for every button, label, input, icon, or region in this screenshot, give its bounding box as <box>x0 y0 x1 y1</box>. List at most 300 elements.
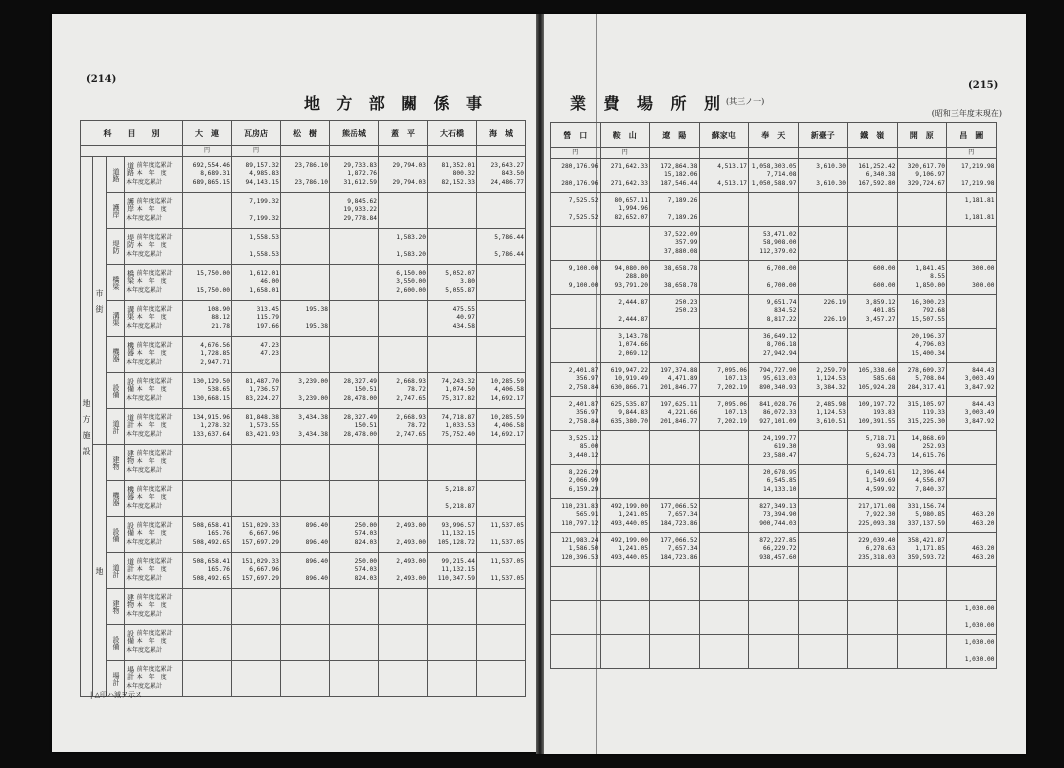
item-label-line: 前年度迄累計 <box>136 557 173 565</box>
value-line <box>800 273 847 282</box>
value-cell <box>477 373 526 409</box>
column-header: 鐵 嶺 <box>848 123 898 148</box>
value-line <box>849 579 896 588</box>
value-cell <box>428 661 477 697</box>
value-line: 315,105.97 <box>907 400 945 408</box>
value-line <box>380 494 426 503</box>
value-line <box>701 273 748 282</box>
value-line <box>800 571 847 580</box>
value-line <box>948 333 995 342</box>
value-line: 250.00 <box>354 521 377 529</box>
item-label-line: 本 年 度 <box>136 206 167 214</box>
value-cell <box>281 373 330 409</box>
value-line: 151,029.33 <box>241 557 279 565</box>
value-line: 841,028.76 <box>759 400 797 408</box>
group-name: 道計 <box>126 557 135 572</box>
value-line: 195.38 <box>305 305 328 313</box>
value-line <box>282 450 328 459</box>
group-name: 設備 <box>126 521 135 536</box>
value-line <box>331 342 377 351</box>
value-line: 3,610.30 <box>816 162 846 170</box>
value-line: 315,225.30 <box>907 417 945 425</box>
value-cell <box>330 409 379 445</box>
item-label-line: 前年度迄累計 <box>136 521 173 529</box>
value-line: 434.58 <box>452 322 475 330</box>
value-cell <box>330 625 379 661</box>
value-line <box>429 450 475 459</box>
value-line <box>948 316 995 325</box>
value-line <box>701 214 748 223</box>
value-line <box>380 486 426 495</box>
value-line: 20,678.95 <box>762 468 797 476</box>
value-line <box>602 248 649 257</box>
value-line <box>701 197 748 206</box>
value-line <box>331 450 377 459</box>
value-line <box>800 588 847 597</box>
value-line: 7,199.32 <box>249 197 279 205</box>
value-line <box>380 323 426 332</box>
value-line <box>800 435 847 444</box>
unit-mark <box>699 148 749 159</box>
value-cell <box>183 661 232 697</box>
value-line <box>478 206 524 215</box>
value-line <box>282 386 328 395</box>
value-line: 109,197.72 <box>858 400 896 408</box>
value-line <box>380 630 426 639</box>
value-line <box>750 579 797 588</box>
value-line <box>429 594 475 603</box>
value-line: 7,922.30 <box>865 511 896 519</box>
value-line <box>184 278 230 287</box>
value-line: 2,747.65 <box>396 394 426 402</box>
value-cell <box>428 481 477 517</box>
value-line: 9,844.83 <box>618 409 648 417</box>
value-line: 7,189.26 <box>667 213 698 221</box>
value-cell <box>897 159 947 193</box>
value-cell <box>947 159 997 193</box>
right-subtitle: (其三ノ一) <box>726 97 765 106</box>
group-name: 機器 <box>126 341 135 356</box>
item-group-label: 機器 <box>107 481 125 517</box>
value-line: 493,440.05 <box>610 553 648 561</box>
value-line: 3,859.12 <box>865 298 896 306</box>
value-line <box>331 638 377 647</box>
value-line <box>602 469 649 478</box>
value-cell <box>232 301 281 337</box>
value-cell <box>749 295 799 329</box>
value-line <box>899 571 946 580</box>
value-line <box>602 443 649 452</box>
value-cell <box>848 363 898 397</box>
value-line: 184,723.86 <box>660 519 698 527</box>
value-line <box>331 323 377 332</box>
value-line <box>800 622 847 631</box>
value-line: 824.03 <box>354 574 377 582</box>
value-line: 107.13 <box>724 409 747 417</box>
value-cell <box>848 431 898 465</box>
value-line <box>331 251 377 260</box>
value-cell <box>232 661 281 697</box>
group-name: 道計 <box>126 413 135 428</box>
value-line <box>552 613 599 622</box>
value-line <box>331 350 377 359</box>
value-cell <box>749 431 799 465</box>
value-line: 108.90 <box>207 305 230 313</box>
title-char: 場 <box>636 93 653 113</box>
value-line <box>184 211 230 220</box>
value-line <box>948 588 995 597</box>
value-line: 337,137.59 <box>907 519 945 527</box>
value-line <box>282 242 328 251</box>
value-line: 1,558.53 <box>249 250 279 258</box>
value-line: 300.00 <box>972 281 995 289</box>
item-labels <box>125 373 183 409</box>
value-line <box>380 467 426 476</box>
value-line: 81,487.70 <box>245 377 279 385</box>
value-line: 357.99 <box>675 239 698 247</box>
value-line: 4,513.17 <box>717 179 747 187</box>
value-line <box>282 602 328 611</box>
value-line <box>331 467 377 476</box>
value-cell <box>232 625 281 661</box>
value-cell <box>848 635 898 669</box>
value-line <box>800 341 847 350</box>
value-line: 7,840.37 <box>915 485 945 493</box>
value-line <box>331 314 377 323</box>
value-line: 217,171.08 <box>858 502 896 510</box>
value-line <box>184 683 230 692</box>
value-line: 121,983.24 <box>561 536 599 544</box>
value-line: 15,750.00 <box>196 269 230 277</box>
value-line <box>701 469 748 478</box>
value-cell <box>650 567 700 601</box>
item-label-line: 本 年 度 <box>136 458 167 466</box>
value-line <box>478 342 524 351</box>
value-line: 6,700.00 <box>766 281 797 289</box>
value-line: 37,522.09 <box>663 230 698 238</box>
item-group-label: 機器 <box>107 337 125 373</box>
value-cell <box>232 193 281 229</box>
value-cell <box>379 625 428 661</box>
value-line <box>899 214 946 223</box>
value-cell <box>650 261 700 295</box>
value-line: 226.19 <box>823 298 846 306</box>
value-cell <box>477 337 526 373</box>
value-cell <box>848 601 898 635</box>
value-line: 3,239.00 <box>298 394 328 402</box>
value-line: 475.55 <box>452 305 475 313</box>
value-cell <box>600 295 650 329</box>
value-line: 46.00 <box>260 278 279 286</box>
value-line: 36,649.12 <box>762 332 797 340</box>
value-cell <box>798 159 848 193</box>
item-group-label: 設備 <box>107 625 125 661</box>
value-line: 463.20 <box>972 511 995 519</box>
item-label-line: 前年度迄累計 <box>136 161 173 169</box>
item-label-line: 本年度迄累計 <box>126 286 163 294</box>
value-line: 29,778.84 <box>343 214 377 222</box>
value-line <box>701 571 748 580</box>
value-line: 2,493.00 <box>396 521 426 529</box>
item-label-line: 本 年 度 <box>136 494 167 502</box>
value-cell <box>600 635 650 669</box>
value-cell <box>477 517 526 553</box>
value-line <box>800 239 847 248</box>
unit-mark: 円 <box>947 148 997 159</box>
value-line: 8,706.18 <box>766 341 797 349</box>
value-line <box>429 342 475 351</box>
value-cell <box>428 589 477 625</box>
value-line <box>849 571 896 580</box>
value-line: 844.43 <box>972 366 995 374</box>
value-line <box>282 215 328 224</box>
value-cell <box>281 265 330 301</box>
value-line: 82,152.33 <box>441 178 475 186</box>
value-line: 1,586.50 <box>568 545 599 553</box>
value-cell <box>183 625 232 661</box>
value-line <box>233 666 279 675</box>
value-line: 10,285.59 <box>490 377 524 385</box>
item-group-label: 場計 <box>107 661 125 697</box>
value-line: 2,069.12 <box>618 349 648 357</box>
group-name: 溝渠 <box>126 305 135 320</box>
value-cell <box>650 329 700 363</box>
value-cell <box>428 409 477 445</box>
value-cell <box>551 193 601 227</box>
value-cell <box>848 193 898 227</box>
value-line: 14,133.10 <box>762 485 797 493</box>
value-cell <box>947 431 997 465</box>
value-line: 300.00 <box>972 264 995 272</box>
value-cell <box>650 465 700 499</box>
value-line: 5,218.87 <box>445 502 475 510</box>
value-line: 794,727.90 <box>759 366 797 374</box>
value-line: 20,196.37 <box>911 332 945 340</box>
item-group-label: 道路 <box>107 157 125 193</box>
value-cell <box>897 601 947 635</box>
unit-mark <box>749 148 799 159</box>
value-cell <box>232 409 281 445</box>
value-line: 3,003.49 <box>964 375 995 383</box>
value-cell <box>897 499 947 533</box>
value-cell <box>947 227 997 261</box>
value-cell <box>551 635 601 669</box>
value-line: 2,493.00 <box>396 574 426 582</box>
value-line: 28,327.49 <box>343 377 377 385</box>
value-line <box>651 571 698 580</box>
value-line: 11,537.05 <box>490 538 524 546</box>
value-line <box>478 323 524 332</box>
value-line: 3,434.38 <box>298 413 328 421</box>
value-line: 280,176.96 <box>561 162 599 170</box>
value-line <box>800 333 847 342</box>
value-line: 105,128.72 <box>437 538 475 546</box>
value-cell <box>798 363 848 397</box>
left-ledger-table <box>80 120 526 697</box>
value-cell <box>600 227 650 261</box>
value-line: 8,817.22 <box>766 315 797 323</box>
value-line <box>552 571 599 580</box>
value-line: 75,317.82 <box>441 394 475 402</box>
value-line: 7,202.19 <box>717 383 747 391</box>
value-line: 110,347.59 <box>437 574 475 582</box>
item-labels <box>125 625 183 661</box>
item-label-line: 前年度迄累計 <box>136 449 173 457</box>
value-line: 14,615.76 <box>911 451 945 459</box>
value-line <box>552 639 599 648</box>
value-line: 2,758.84 <box>568 417 599 425</box>
value-line: 177,066.52 <box>660 502 698 510</box>
value-line <box>380 683 426 692</box>
value-line <box>331 486 377 495</box>
item-group-label: 道計 <box>107 553 125 589</box>
value-line: 800.32 <box>452 170 475 178</box>
value-line <box>331 458 377 467</box>
value-cell <box>947 635 997 669</box>
value-cell <box>281 553 330 589</box>
value-line <box>380 611 426 620</box>
value-line: 271,642.33 <box>610 162 648 170</box>
value-cell <box>232 373 281 409</box>
value-line: 133,637.64 <box>192 430 230 438</box>
value-line: 38,658.78 <box>663 281 698 289</box>
value-line: 331,156.74 <box>907 502 945 510</box>
column-header: 奉 天 <box>749 123 799 148</box>
value-line <box>948 205 995 214</box>
value-line <box>602 588 649 597</box>
value-cell <box>477 265 526 301</box>
value-line <box>849 231 896 240</box>
value-line <box>899 197 946 206</box>
value-cell <box>379 193 428 229</box>
value-line <box>701 435 748 444</box>
value-line <box>233 602 279 611</box>
value-line: 134,915.96 <box>192 413 230 421</box>
value-cell <box>699 601 749 635</box>
value-line: 24,199.77 <box>762 434 797 442</box>
value-line <box>184 234 230 243</box>
value-line <box>849 622 896 631</box>
item-group-label: 橋梁 <box>107 265 125 301</box>
value-line: 109,391.55 <box>858 417 896 425</box>
value-line <box>380 602 426 611</box>
value-line: 1,841.45 <box>915 264 945 272</box>
value-cell <box>699 465 749 499</box>
value-line: 5,052.07 <box>445 269 475 277</box>
value-line <box>750 639 797 648</box>
value-line <box>478 467 524 476</box>
value-line <box>380 314 426 323</box>
value-line <box>429 602 475 611</box>
value-line <box>948 477 995 486</box>
value-line <box>750 613 797 622</box>
value-cell <box>798 193 848 227</box>
value-cell <box>428 265 477 301</box>
group-name: 建物 <box>126 593 135 608</box>
value-line <box>478 666 524 675</box>
item-label-line: 前年度迄累計 <box>136 593 173 601</box>
value-line: 11,537.05 <box>490 557 524 565</box>
value-line: 1,278.32 <box>200 422 230 430</box>
value-line <box>331 503 377 512</box>
value-cell <box>551 533 601 567</box>
value-line <box>899 231 946 240</box>
value-line <box>948 248 995 257</box>
item-label-line: 本 年 度 <box>136 314 167 322</box>
item-label-line: 本年度迄累計 <box>126 682 163 690</box>
value-line: 2,493.00 <box>396 538 426 546</box>
value-line <box>478 359 524 368</box>
value-cell <box>183 409 232 445</box>
value-line: 3,550.00 <box>396 278 426 286</box>
value-line <box>800 214 847 223</box>
item-group-label: 堤防 <box>107 229 125 265</box>
value-line: 7,095.06 <box>717 366 747 374</box>
item-label-line: 前年度迄累計 <box>136 629 173 637</box>
value-line <box>282 234 328 243</box>
item-label-line: 本 年 度 <box>136 170 167 178</box>
value-line <box>552 579 599 588</box>
value-line <box>380 170 426 179</box>
value-line <box>331 359 377 368</box>
value-line <box>478 530 524 539</box>
value-line <box>701 341 748 350</box>
value-line <box>478 674 524 683</box>
value-line: 288.80 <box>625 273 648 281</box>
value-line <box>233 503 279 512</box>
value-line <box>429 666 475 675</box>
value-line: 927,101.09 <box>759 417 797 425</box>
value-line: 226.19 <box>823 315 846 323</box>
value-line: 229,039.40 <box>858 536 896 544</box>
value-cell <box>477 661 526 697</box>
value-line: 4,599.92 <box>865 485 896 493</box>
value-line: 23,580.47 <box>762 451 797 459</box>
item-group-label: 建物 <box>107 589 125 625</box>
value-line <box>380 242 426 251</box>
value-line <box>233 638 279 647</box>
value-line <box>282 666 328 675</box>
value-line <box>282 359 328 368</box>
value-cell <box>281 625 330 661</box>
value-line <box>184 458 230 467</box>
value-line: 81,352.01 <box>441 161 475 169</box>
value-line: 3,610.51 <box>816 417 846 425</box>
item-labels <box>125 409 183 445</box>
value-line <box>429 467 475 476</box>
value-line <box>602 486 649 495</box>
value-line: 24,486.77 <box>490 178 524 186</box>
value-line <box>478 198 524 207</box>
value-cell <box>428 445 477 481</box>
value-line <box>184 666 230 675</box>
value-line: 1,872.76 <box>347 170 377 178</box>
value-line <box>602 435 649 444</box>
category-header: 科 目 別 <box>81 121 183 146</box>
value-line <box>380 306 426 315</box>
value-line: 574.03 <box>354 530 377 538</box>
value-line: 184,723.86 <box>660 553 698 561</box>
value-line: 83,421.93 <box>245 430 279 438</box>
item-label-line: 本年度迄累計 <box>126 466 163 474</box>
value-line <box>701 333 748 342</box>
value-line <box>800 350 847 359</box>
value-line <box>478 314 524 323</box>
value-line: 6,700.00 <box>766 264 797 272</box>
value-line <box>380 450 426 459</box>
value-cell <box>551 431 601 465</box>
value-line: 28,478.00 <box>343 430 377 438</box>
